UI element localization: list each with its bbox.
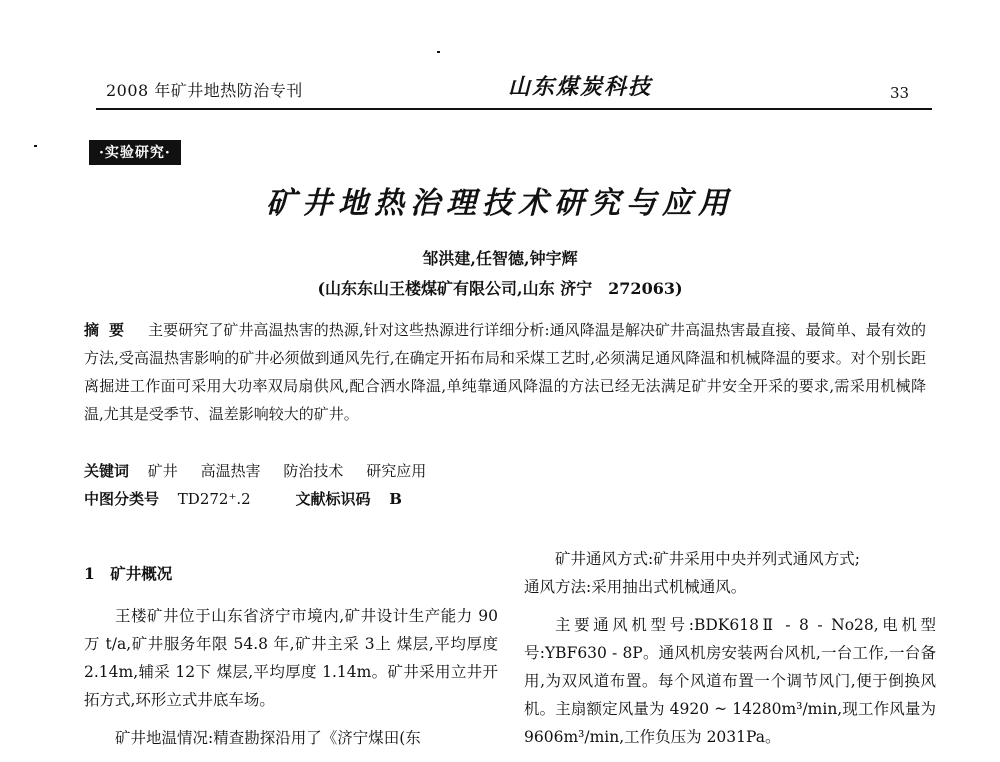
body-paragraph: 王楼矿井位于山东省济宁市境内,矿井设计生产能力 90 万 t/a,矿井服务年限 54.8 年,矿井主采 3上 煤层,平均厚度 2.14m,辅采 12下 煤层,平均厚度 1.14m。矿井采用立井开拓方式,环形立式井底车场。 xyxy=(84,607,498,709)
doc-code-label: 文献标识码 xyxy=(295,490,371,508)
keyword-item: 高温热害 xyxy=(200,462,261,480)
keyword-item: 研究应用 xyxy=(366,462,427,480)
abstract-text: 主要研究了矿井高温热害的热源,针对这些热源进行详细分析:通风降温是解决矿井高温热害最直接、最简单、最有效的方法,受高温热害影响的矿井必须做到通风先行,在确定开拓布局和采煤工艺时,必须满足通风降温和机械降温的要求。对个别长距离掘进工作面可采用大功率双局扇供风,配合洒水降温,单纯靠通风降温的方法已经无法满足矿井安全开采的要求,需采用机械降温,尤其是受季节、温差影响较大的矿井。 xyxy=(84,321,926,423)
right-column xyxy=(524,545,936,761)
header-rule xyxy=(96,108,932,110)
page-number: 33 xyxy=(890,84,910,102)
article-affiliation: (山东东山王楼煤矿有限公司,山东 济宁 272063) xyxy=(317,279,683,298)
article-title: 矿井地热治理技术研究与应用 xyxy=(266,186,734,221)
journal-logo: 山东煤炭科技 xyxy=(508,74,653,100)
body-paragraph: 主要通风机型号:BDK618Ⅱ - 8 - No28,电机型号:YBF630 - 8P。通风机房安装两台风机,一台工作,一台备用,为双风道布置。每个风道布置一个调节风门,便于倒换风机。主扇额定风量为 4920 ~ 14280m³/min,现工作风量为 9606m³/min,工作负压为 2031Pa。 xyxy=(524,616,936,746)
section-tag: ·实验研究· xyxy=(89,140,181,165)
keywords-label: 关键词 xyxy=(84,462,130,480)
body-paragraph: 矿井地温情况:精查勘探沿用了《济宁煤田(东 xyxy=(115,729,421,747)
scan-speck xyxy=(34,145,37,147)
clc-value: TD272⁺.2 xyxy=(177,490,251,508)
journal-issue-title: 2008 年矿井地热防治专刊 xyxy=(106,81,303,100)
section-heading: 1 矿井概况 xyxy=(84,564,173,583)
abstract xyxy=(84,316,926,428)
clc-label: 中图分类号 xyxy=(84,490,160,508)
body-paragraph: 矿井通风方式:矿井采用中央并列式通风方式; xyxy=(555,550,860,568)
scan-speck xyxy=(437,51,440,53)
keyword-item: 矿井 xyxy=(147,462,178,480)
body-paragraph: 通风方法:采用抽出式机械通风。 xyxy=(524,578,747,596)
left-column xyxy=(84,560,498,762)
keyword-item: 防治技术 xyxy=(283,462,344,480)
abstract-label: 摘要 xyxy=(84,321,135,339)
doc-code-value: B xyxy=(389,490,402,508)
article-authors: 邹洪建,任智德,钟宇辉 xyxy=(422,249,578,268)
keywords xyxy=(84,460,444,481)
classification-line xyxy=(84,488,402,509)
